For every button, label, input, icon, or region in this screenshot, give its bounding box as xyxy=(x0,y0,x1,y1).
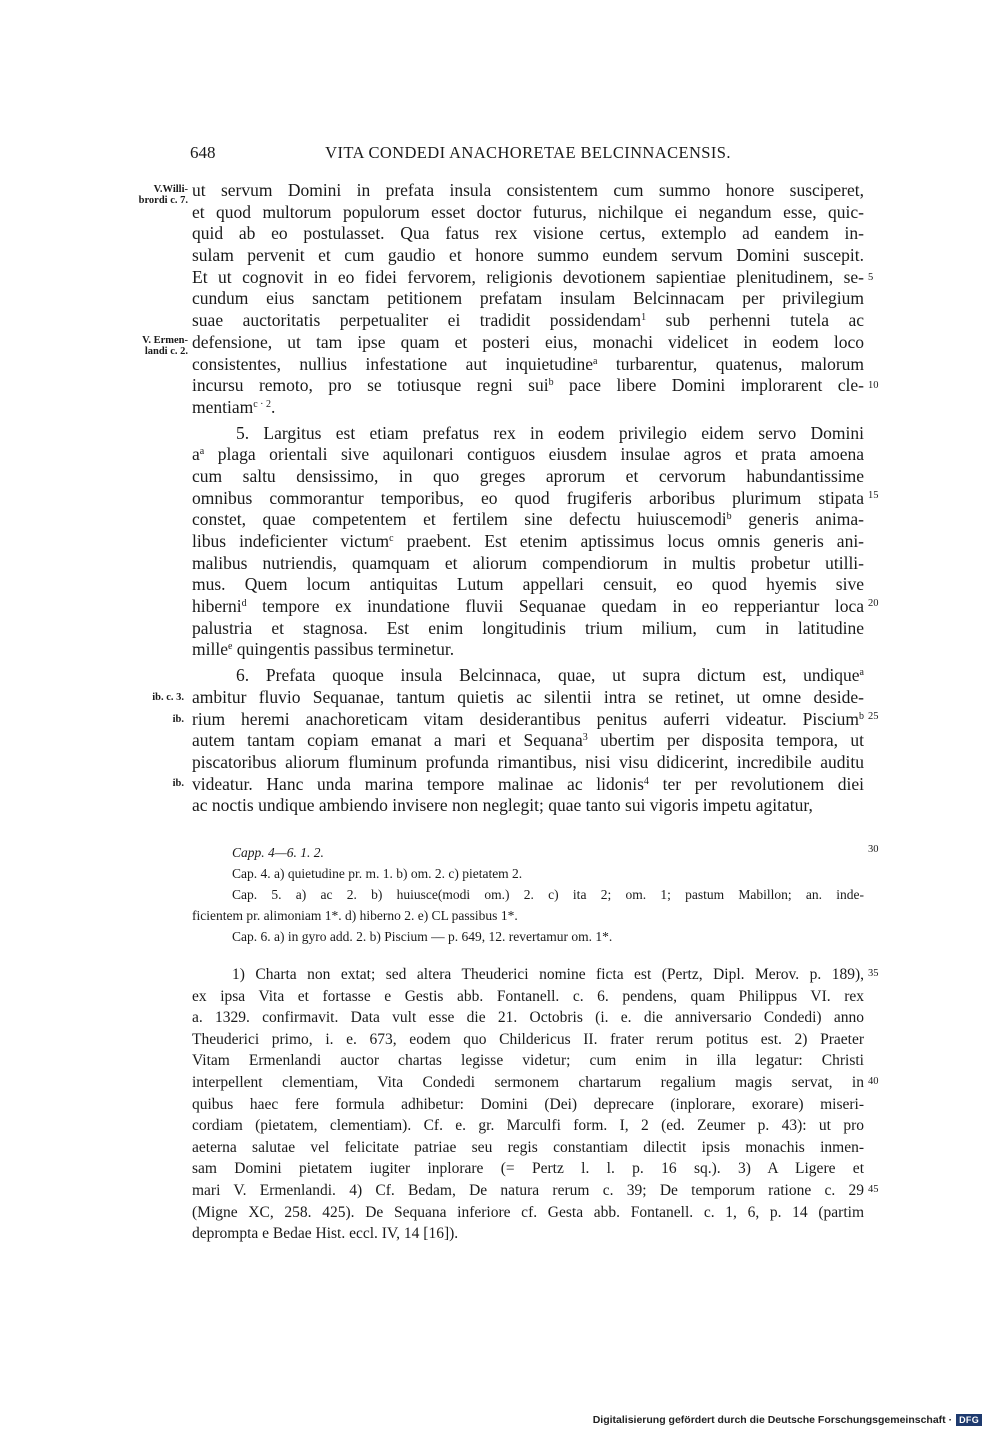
text-line: hiberni$^d$ tempore ex inundatione fluvii Sequanae quedam in eo repperiantur loca xyxy=(192,596,865,617)
line-number: 45 xyxy=(868,1184,879,1195)
text-line: autem tantam copiam emanat a mari et Sequana$^3$ ubertim per disposita tempora, ut xyxy=(192,730,864,751)
line-number: 10 xyxy=(868,380,879,391)
footnote-line: 1) Charta non extat; sed altera Theuderici nomine ficta est (Pertz, Dipl. Merov. p. 189), xyxy=(232,966,864,983)
margin-ref-willibrordi: V.Willi- brordi c. 7. xyxy=(138,184,188,206)
text-line: 6. Prefata quoque insula Belcinnaca, quae, ut supra dictum est, undique$^a$ xyxy=(236,665,864,686)
text-line: malibus nutriendis, quamquam et aliorum compendiorum in multis probetur utilli- xyxy=(192,552,864,573)
apparatus-line: Cap. 4. a) quietudine pr. m. 1. b) om. 2. c) pietatem 2. xyxy=(232,866,523,881)
footnote-line: (Migne XC, 258. 425). De Sequana inferiore cf. Gesta abb. Fontanell. c. 1, 6, p. 14 (partim xyxy=(192,1203,864,1221)
margin-ref-ermenlandi: V. Ermen- landi c. 2. xyxy=(142,335,188,357)
text-line: rium heremi anachoreticam vitam desiderantibus penitus auferri videatur. Piscium$^b$ xyxy=(192,708,864,729)
text-line: mille$^e$ quingentis passibus terminetur. xyxy=(192,639,455,660)
line-number: 30 xyxy=(868,844,879,855)
text-line: mentiam$^{c \cdot 2}$. xyxy=(192,396,276,417)
text-line: videatur. Hanc unda marina tempore malinae ac lidonis$^4$ ter per revolutionem diei xyxy=(192,773,864,794)
text-line: cundum eius sanctam petitionem prefatam insulam Belcinnacam per privilegium xyxy=(192,288,864,309)
line-number: 35 xyxy=(868,968,879,979)
line-number: 25 xyxy=(868,711,879,722)
line-number: 40 xyxy=(868,1076,879,1087)
main-text xyxy=(192,180,864,817)
apparatus-line: Capp. 4—6. 1. 2. xyxy=(232,845,324,860)
text-line: 5. Largitus est etiam prefatus rex in eodem privilegio eidem servo Domini xyxy=(236,422,864,443)
text-line: $a^a$ plaga orientali sive aquilonari contiguos eiusdem insulae agros et prata amoena xyxy=(192,444,865,465)
text-line: ambitur fluvio Sequanae, tantum quietis ac silentii intra se retinet, ut omne deside- xyxy=(192,686,864,707)
footnote-line: a. 1329. confirmavit. Data vult esse die 21. Octobris (i. e. die anniversario Condedi) anno xyxy=(192,1009,864,1027)
footnote-line: cordiam (pietatem, clementiam). Cf. e. gr. Marculfi form. I, 2 (ed. Zeumer p. 43): ut pro xyxy=(192,1117,864,1135)
margin-ref-ib-1: ib. xyxy=(172,714,184,725)
footnote-line: ex ipsa Vita et fortasse e Gestis abb. Fontanell. c. 6. pendens, quam Philippus VI. rex xyxy=(192,987,864,1005)
text-line: sulam pervenit et cum gaudio et honore summo eundem servum Domini suscepit. xyxy=(192,245,864,266)
text-line: incursu remoto, pro se totiusque regni sui$^b$ pace libere Domini implorarent cle- xyxy=(192,375,865,396)
text-line: et quod multorum populorum esset doctor futurus, nichilque ei negandum esse, quic- xyxy=(192,201,864,222)
text-line: cum saltu densissimo, in quo greges aprorum et cervorum habundantissime xyxy=(192,465,864,486)
text-line: palustria et stagnosa. Est enim longitudinis trium milium, cum in latitudine xyxy=(192,617,864,638)
text-line: mus. Quem locum antiquitas Lutum appellari censuit, eo quod hyemis sive xyxy=(192,574,864,595)
text-line: quid ab eo postulasset. Qua fatus rex visione certus, extemplo ad eandem in- xyxy=(192,223,864,244)
text-line: ac noctis undique ambiendo invisere non neglegit; quae tanto sui vigoris impetu agitatur, xyxy=(192,795,813,816)
page-number: 648 xyxy=(190,143,216,162)
text-line: consistentes, nullius infestatione aut inquietudine$^a$ turbarentur, quatenus, malorum xyxy=(192,353,865,374)
apparatus-line: Cap. 5. a) ac 2. b) huiusce(modi om.) 2. c) ita 2; om. 1; pastum Mabillon; an. inde- xyxy=(232,887,864,902)
footnote-line: sam Domini pietatem iugiter inplorare (= Pertz l. l. p. 16 sq.). 3) A Ligere et xyxy=(192,1160,864,1178)
text-line: constet, quae competentem et fertilem sine defectu huiuscemodi$^b$ generis anima- xyxy=(192,509,864,530)
apparatus-line: Cap. 6. a) in gyro add. 2. b) Piscium — p. 649, 12. revertamur om. 1*. xyxy=(232,929,613,944)
footnote-line: mari V. Ermenlandi. 4) Cf. Bedam, De natura rerum c. 39; De temporum ratione c. 29 xyxy=(192,1181,864,1199)
footnote-line: Theuderici primo, i. e. 673, eodem quo Childericus II. frater rerum potitus est. 2) Praeter xyxy=(192,1030,864,1048)
footnotes xyxy=(192,964,864,1245)
text-line: defensione, ut tam ipse quam et posteri eius, monachi videlicet in eodem loco xyxy=(192,331,864,352)
apparatus-line: ficientem pr. alimoniam 1*. d) hiberno 2. e) CL passibus 1*. xyxy=(192,908,518,923)
text-line: suae auctoritatis perpetualiter ei tradidit possidendam$^1$ sub perhenni tutela ac xyxy=(192,310,864,331)
text-line: Et ut cognovit in eo fidei fervorem, religionis devotionem sapientiae plenitudinem, se- xyxy=(192,266,864,287)
footnote-line: deprompta e Bedae Hist. eccl. IV, 14 [16]). xyxy=(192,1225,459,1243)
critical-apparatus xyxy=(192,842,864,947)
footnote-line: Vitam Ermenlandi auctor chartas legisse videtur; cum enim in illa legatur: Christi xyxy=(192,1052,864,1070)
credit-text: Digitalisierung gefördert durch die Deutsche Forschungsgemeinschaft · xyxy=(592,1414,953,1426)
footnote-line: interpellent clementiam, Vita Condedi sermonem chartarum regalium magis servat, in xyxy=(192,1073,864,1091)
footnote-line: aeterna salutae vel felicitate patriae seu regis constantiam dilectit ipsis monachis inmen- xyxy=(192,1138,864,1156)
line-number: 20 xyxy=(868,598,879,609)
margin-ref-ib-2: ib. xyxy=(172,778,184,789)
page-header xyxy=(190,143,866,167)
margin-ref-ib-c3: ib. c. 3. xyxy=(152,692,184,703)
digitization-credit xyxy=(593,1414,982,1426)
text-line: piscatoribus aliorum fluminum profunda rimantibus, nisi visu didicerint, incredibile auditu xyxy=(192,751,864,772)
running-title: VITA CONDEDI ANACHORETAE BELCINNACENSIS. xyxy=(325,143,731,162)
dfg-logo: DFG xyxy=(956,1414,982,1426)
text-line: libus indeficienter victum$^c$ praebent. Est etenim aptissimus locus omnis generis ani- xyxy=(192,531,865,551)
text-line: omnibus commorantur temporibus, eo quod frugiferis arboribus plurimum stipata xyxy=(192,487,864,508)
footnote-line: quibus haec fere formula adhibetur: Domini (Dei) deprecare (inplorare, exorare) miseri- xyxy=(192,1095,864,1113)
line-number: 5 xyxy=(868,272,874,283)
text-line: ut servum Domini in prefata insula consistentem cum summo honore susciperet, xyxy=(192,180,864,200)
line-number: 15 xyxy=(868,490,879,501)
